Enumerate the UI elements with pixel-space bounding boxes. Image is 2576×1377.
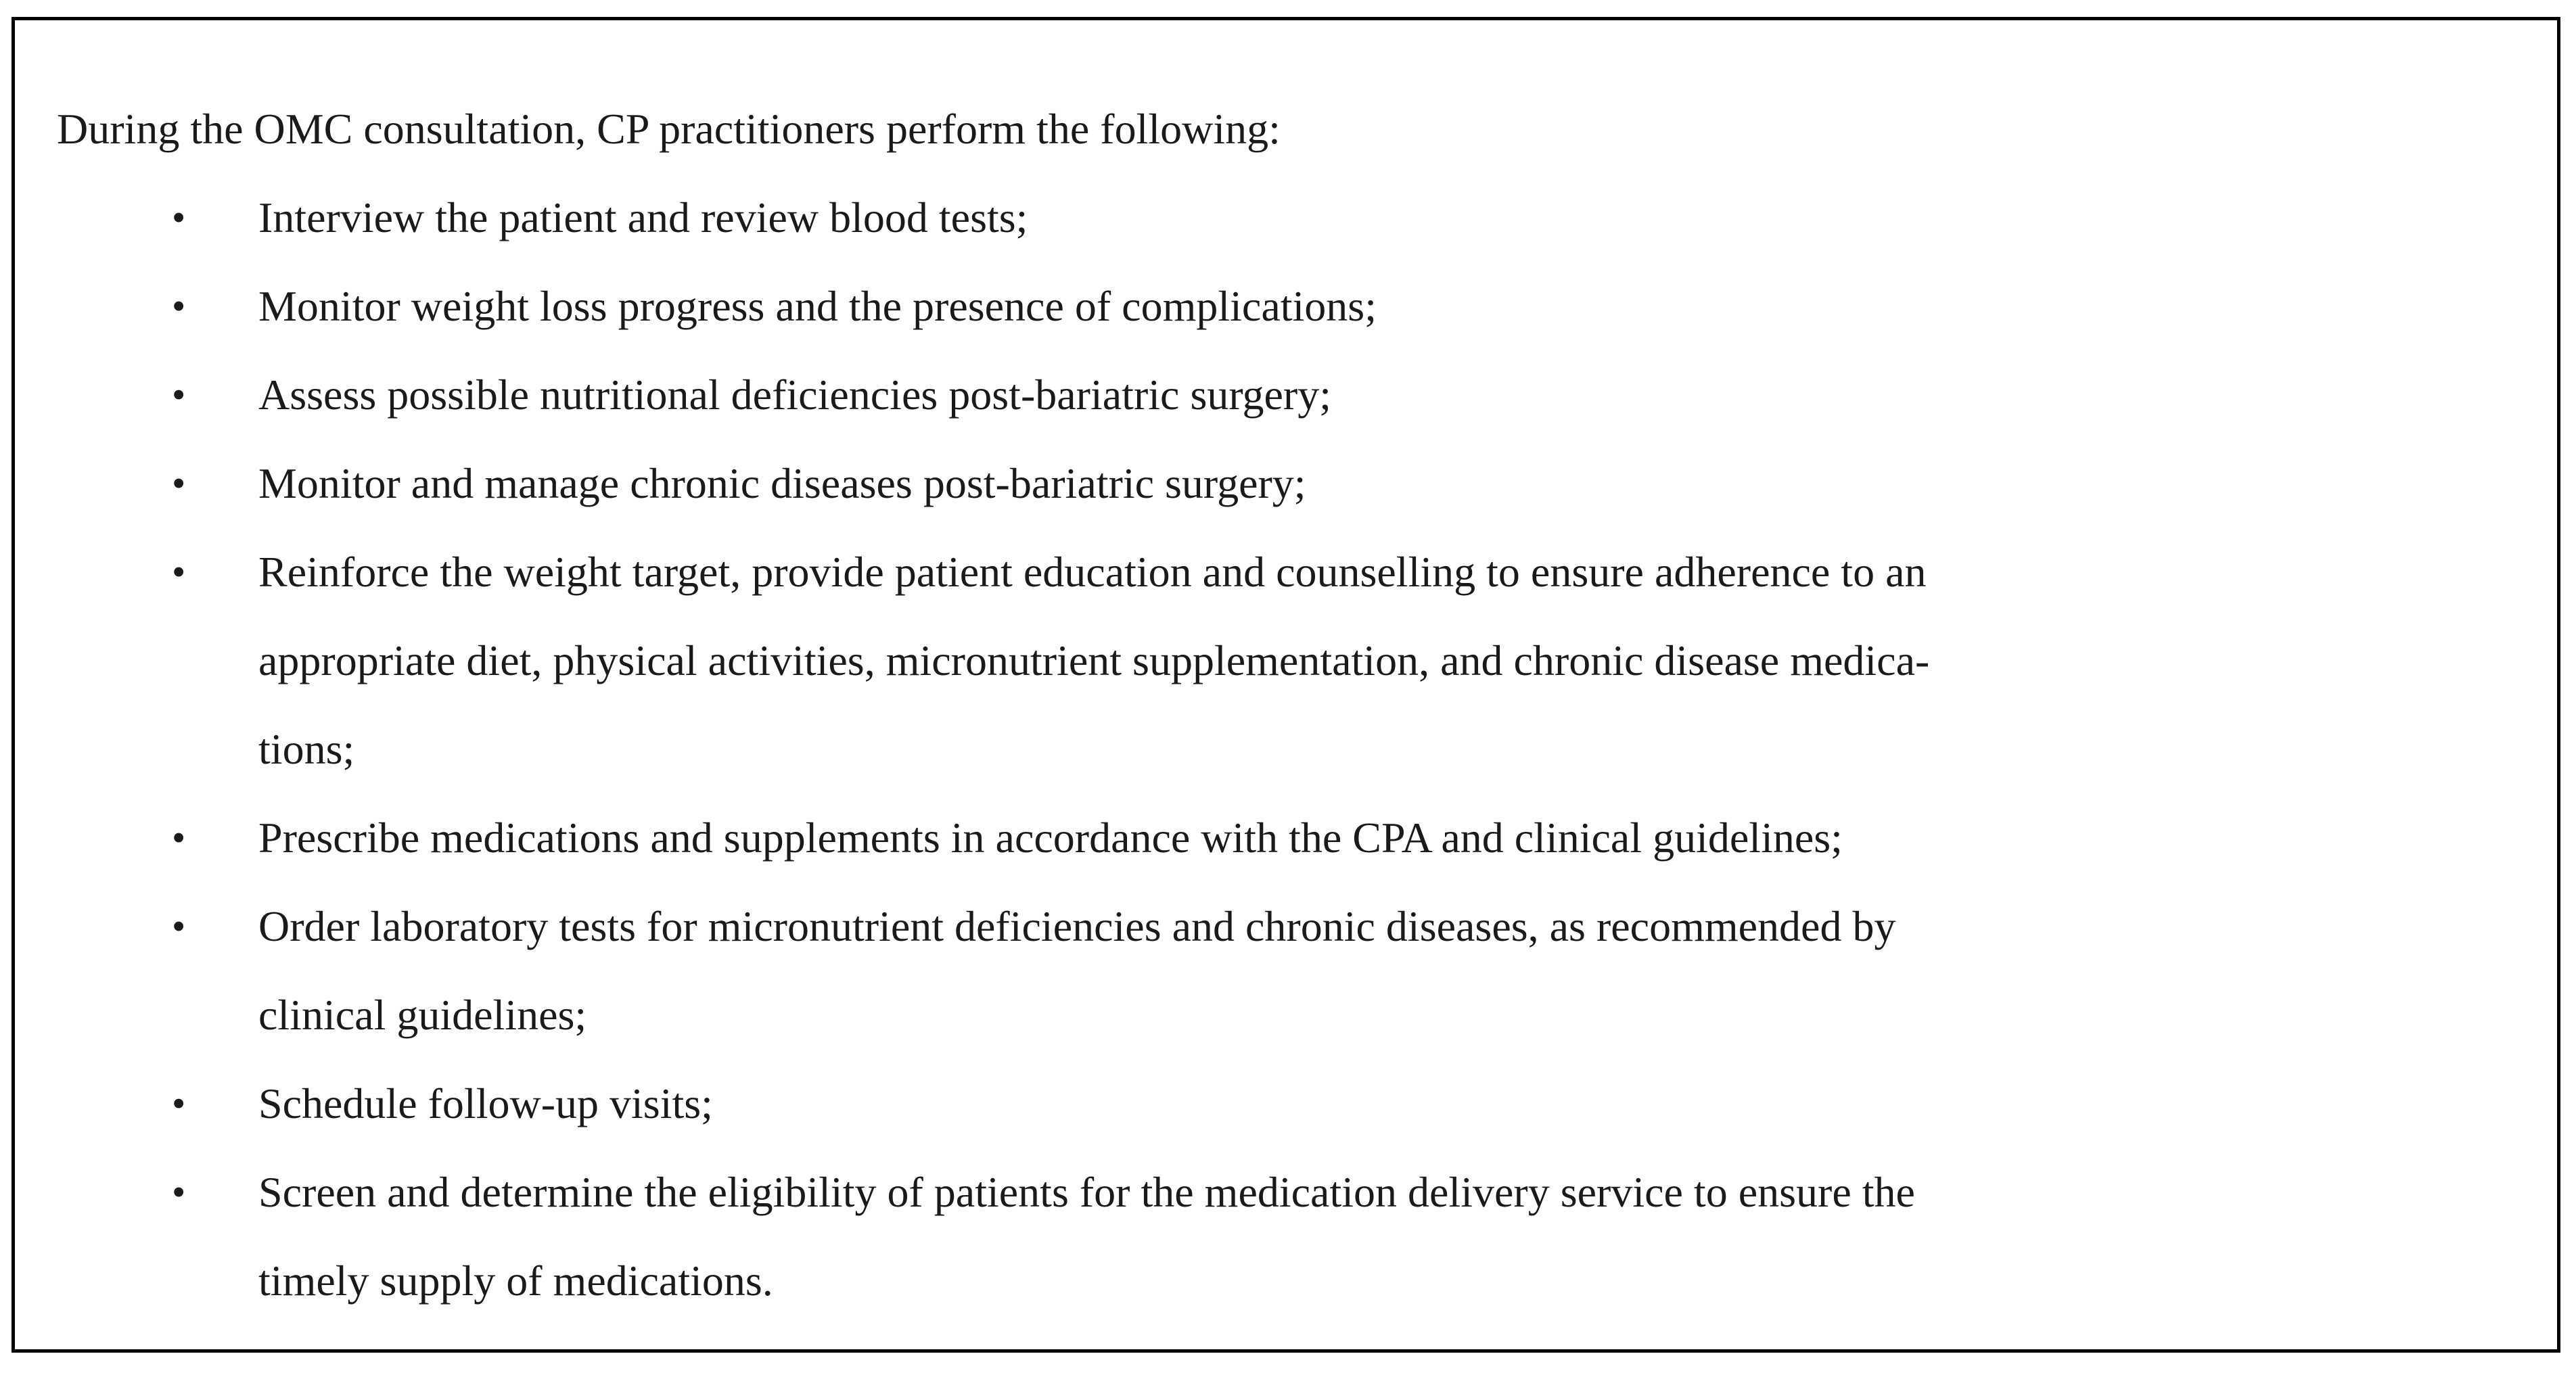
task-list — [57, 173, 2516, 1325]
boxed-text-panel — [12, 17, 2560, 1353]
list-item: • Prescribe medications and supplements in accordance with the CPA and clinical guidelines; — [57, 793, 2516, 882]
list-item: • Reinforce the weight target, provide patient education and counselling to ensure adherence to an appropriate diet, physical activities, micronutrient supplementation, and chronic disease medica- tions; — [57, 528, 2516, 793]
bullet-icon: • — [172, 550, 186, 594]
bullet-icon: • — [172, 284, 186, 328]
panel-content — [57, 85, 2516, 1325]
bullet-icon: • — [172, 373, 186, 417]
intro-sentence: During the OMC consultation, CP practitioners perform the following: — [57, 105, 1281, 153]
list-item: • Monitor weight loss progress and the presence of complications; — [57, 262, 2516, 350]
list-item: • Screen and determine the eligibility of patients for the medication delivery service to ensure the timely supply of medications. — [57, 1148, 2516, 1325]
list-item: • Schedule follow-up visits; — [57, 1059, 2516, 1148]
bullet-icon: • — [172, 904, 186, 948]
list-item: • Interview the patient and review blood tests; — [57, 173, 2516, 262]
list-item: • Order laboratory tests for micronutrient deficiencies and chronic diseases, as recommended by clinical guidelines; — [57, 882, 2516, 1059]
bullet-icon: • — [172, 195, 186, 239]
bullet-icon: • — [172, 1081, 186, 1125]
bullet-icon: • — [172, 1170, 186, 1214]
list-item: • Assess possible nutritional deficiencies post-bariatric surgery; — [57, 350, 2516, 439]
bullet-icon: • — [172, 816, 186, 860]
bullet-icon: • — [172, 461, 186, 505]
list-item: • Monitor and manage chronic diseases post-bariatric surgery; — [57, 439, 2516, 528]
